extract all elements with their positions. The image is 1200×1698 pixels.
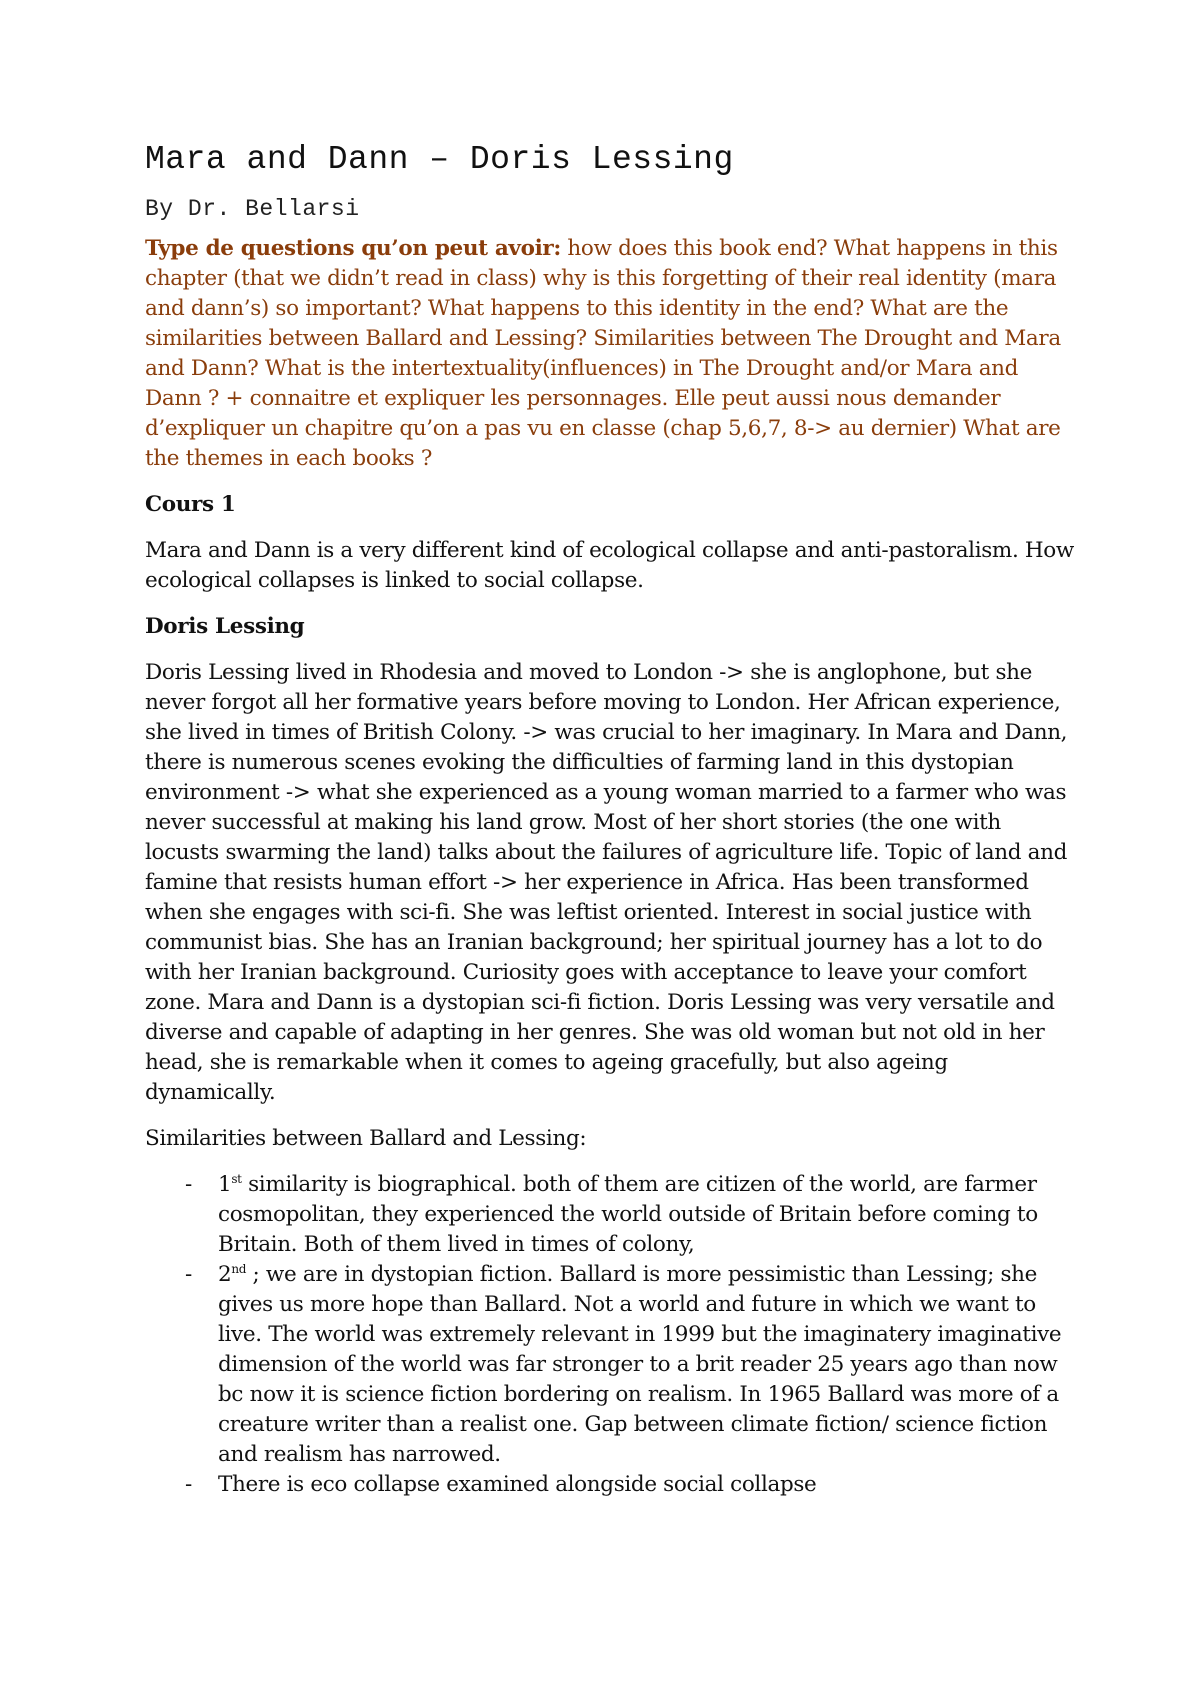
author-byline: By Dr. Bellarsi <box>145 196 360 222</box>
list-item: - 1st similarity is biographical. both of them are citizen of the world, are farmer cosmopolitan, they experienced the world outside of Britain before coming to Britain. Both of them lived in times of colony, <box>185 1171 1038 1257</box>
cours1-paragraph: Mara and Dann is a very different kind of ecological collapse and anti-pastoralism. How ecological collapses is linked to social collapse. <box>145 538 1074 593</box>
dash-bullet: - <box>185 1262 192 1287</box>
doris-lessing-paragraph: Doris Lessing lived in Rhodesia and moved to London -> she is anglophone, but she never forgot all her formative years before moving to London. Her African experience, she lived in times of British Colony. -> was crucial to her imaginary. In Mara and Dann, there is numerous scenes evoking the difficulties of farming land in this dystopian environment -> what she experienced as a young woman married to a farmer who was never successful at making his land grow. Most of her short stories (the one with locusts swarming the land) talks about the failures of agriculture life. Topic of land and famine that resists human effort -> her experience in Africa. Has been transformed when she engages with sci-fi. She was leftist oriented. Interest in social justice with communist bias. She has an Iranian background; her spiritual journey has a lot to do with her Iranian background. Curiosity goes with acceptance to leave your comfort zone. Mara and Dann is a dystopian sci-fi fiction. Doris Lessing was very versatile and diverse and capable of adapting in her genres. She was old woman but not old in her head, she is remarkable when it comes to ageing gracefully, but also ageing dynamically. <box>145 660 1068 1105</box>
exam-questions-body: how does this book end? What happens in this chapter (that we didn’t read in class) why is this forgetting of their real identity (mara and dann’s) so important? What happens to this identity in the end? What are the similarities between Ballard and Lessing? Similarities between The Drought and Mara and Dann? What is the intertextuality(influences) in The Drought and/or Mara and Dann ? + connaitre et expliquer les personnages. Elle peut aussi nous demander d’expliquer un chapitre qu’on a pas vu en classe (chap 5,6,7, 8-> au dernier) What are the themes in each books ? <box>145 236 1061 471</box>
list-item: - 2nd ; we are in dystopian fiction. Ballard is more pessimistic than Lessing; she gives us more hope than Ballard. Not a world and future in which we want to live. The world was extremely relevant in 1999 but the imaginatery imaginative dimension of the world was far stronger to a brit reader 25 years ago than now bc now it is science fiction bordering on realism. In 1965 Ballard was more of a creature writer than a realist one. Gap between climate fiction/ science fiction and realism has narrowed. <box>185 1261 1062 1467</box>
section-heading-cours1: Cours 1 <box>145 492 236 517</box>
similarities-intro: Similarities between Ballard and Lessing: <box>145 1126 587 1151</box>
similarities-list <box>145 1170 1075 1500</box>
exam-questions-paragraph <box>145 234 1075 474</box>
dash-bullet: - <box>185 1472 192 1497</box>
section-heading-doris-lessing: Doris Lessing <box>145 614 305 639</box>
document-title: Mara and Dann – Doris Lessing <box>145 141 734 178</box>
list-item: - There is eco collapse examined alongside social collapse <box>145 1470 1075 1500</box>
exam-questions-lead: Type de questions qu’on peut avoir: <box>145 236 561 261</box>
dash-bullet: - <box>185 1172 192 1197</box>
document-page <box>145 140 1075 1500</box>
